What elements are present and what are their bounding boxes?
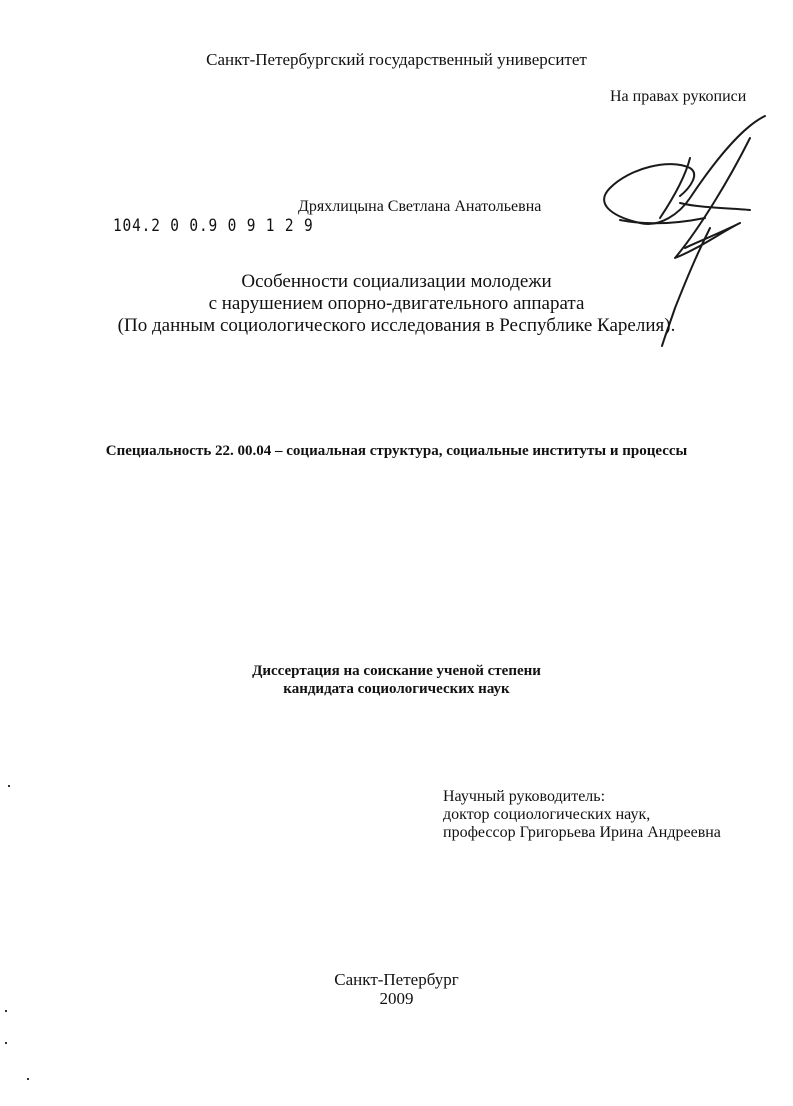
university-name: Санкт-Петербургский государственный университет [206, 50, 587, 69]
title-line-3: (По данным социологического исследования в Республике Карелия). [117, 315, 676, 336]
degree-line-1: Диссертация на соискание ученой степени [252, 663, 541, 679]
degree-statement [0, 662, 793, 698]
city-name: Санкт-Петербург [334, 970, 459, 989]
archive-number-stamp: 104.2 0 0.9 0 9 1 2 9 [113, 216, 314, 236]
scan-speck [5, 1042, 7, 1044]
scan-speck [8, 785, 10, 787]
rights-note: На правах рукописи [610, 88, 747, 105]
degree-line-2: кандидата социологических наук [283, 681, 510, 697]
scan-speck [5, 1010, 7, 1012]
advisor-name: профессор Григорьева Ирина Андреевна [443, 824, 721, 841]
scan-speck [27, 1078, 29, 1080]
scientific-advisor [443, 788, 721, 842]
advisor-role: Научный руководитель: [443, 788, 606, 805]
title-line-2: с нарушением опорно-двигательного аппарата [208, 293, 585, 314]
dissertation-title [0, 271, 793, 337]
title-line-1: Особенности социализации молодежи [241, 271, 552, 292]
publication-place [0, 970, 793, 1008]
publication-year: 2009 [379, 989, 414, 1008]
specialty-line: Специальность 22. 00.04 – социальная структура, социальные институты и процессы [105, 443, 688, 459]
author-name: Дряхлицына Светлана Анатольевна [298, 198, 542, 215]
advisor-degree: доктор социологических наук, [443, 806, 651, 823]
